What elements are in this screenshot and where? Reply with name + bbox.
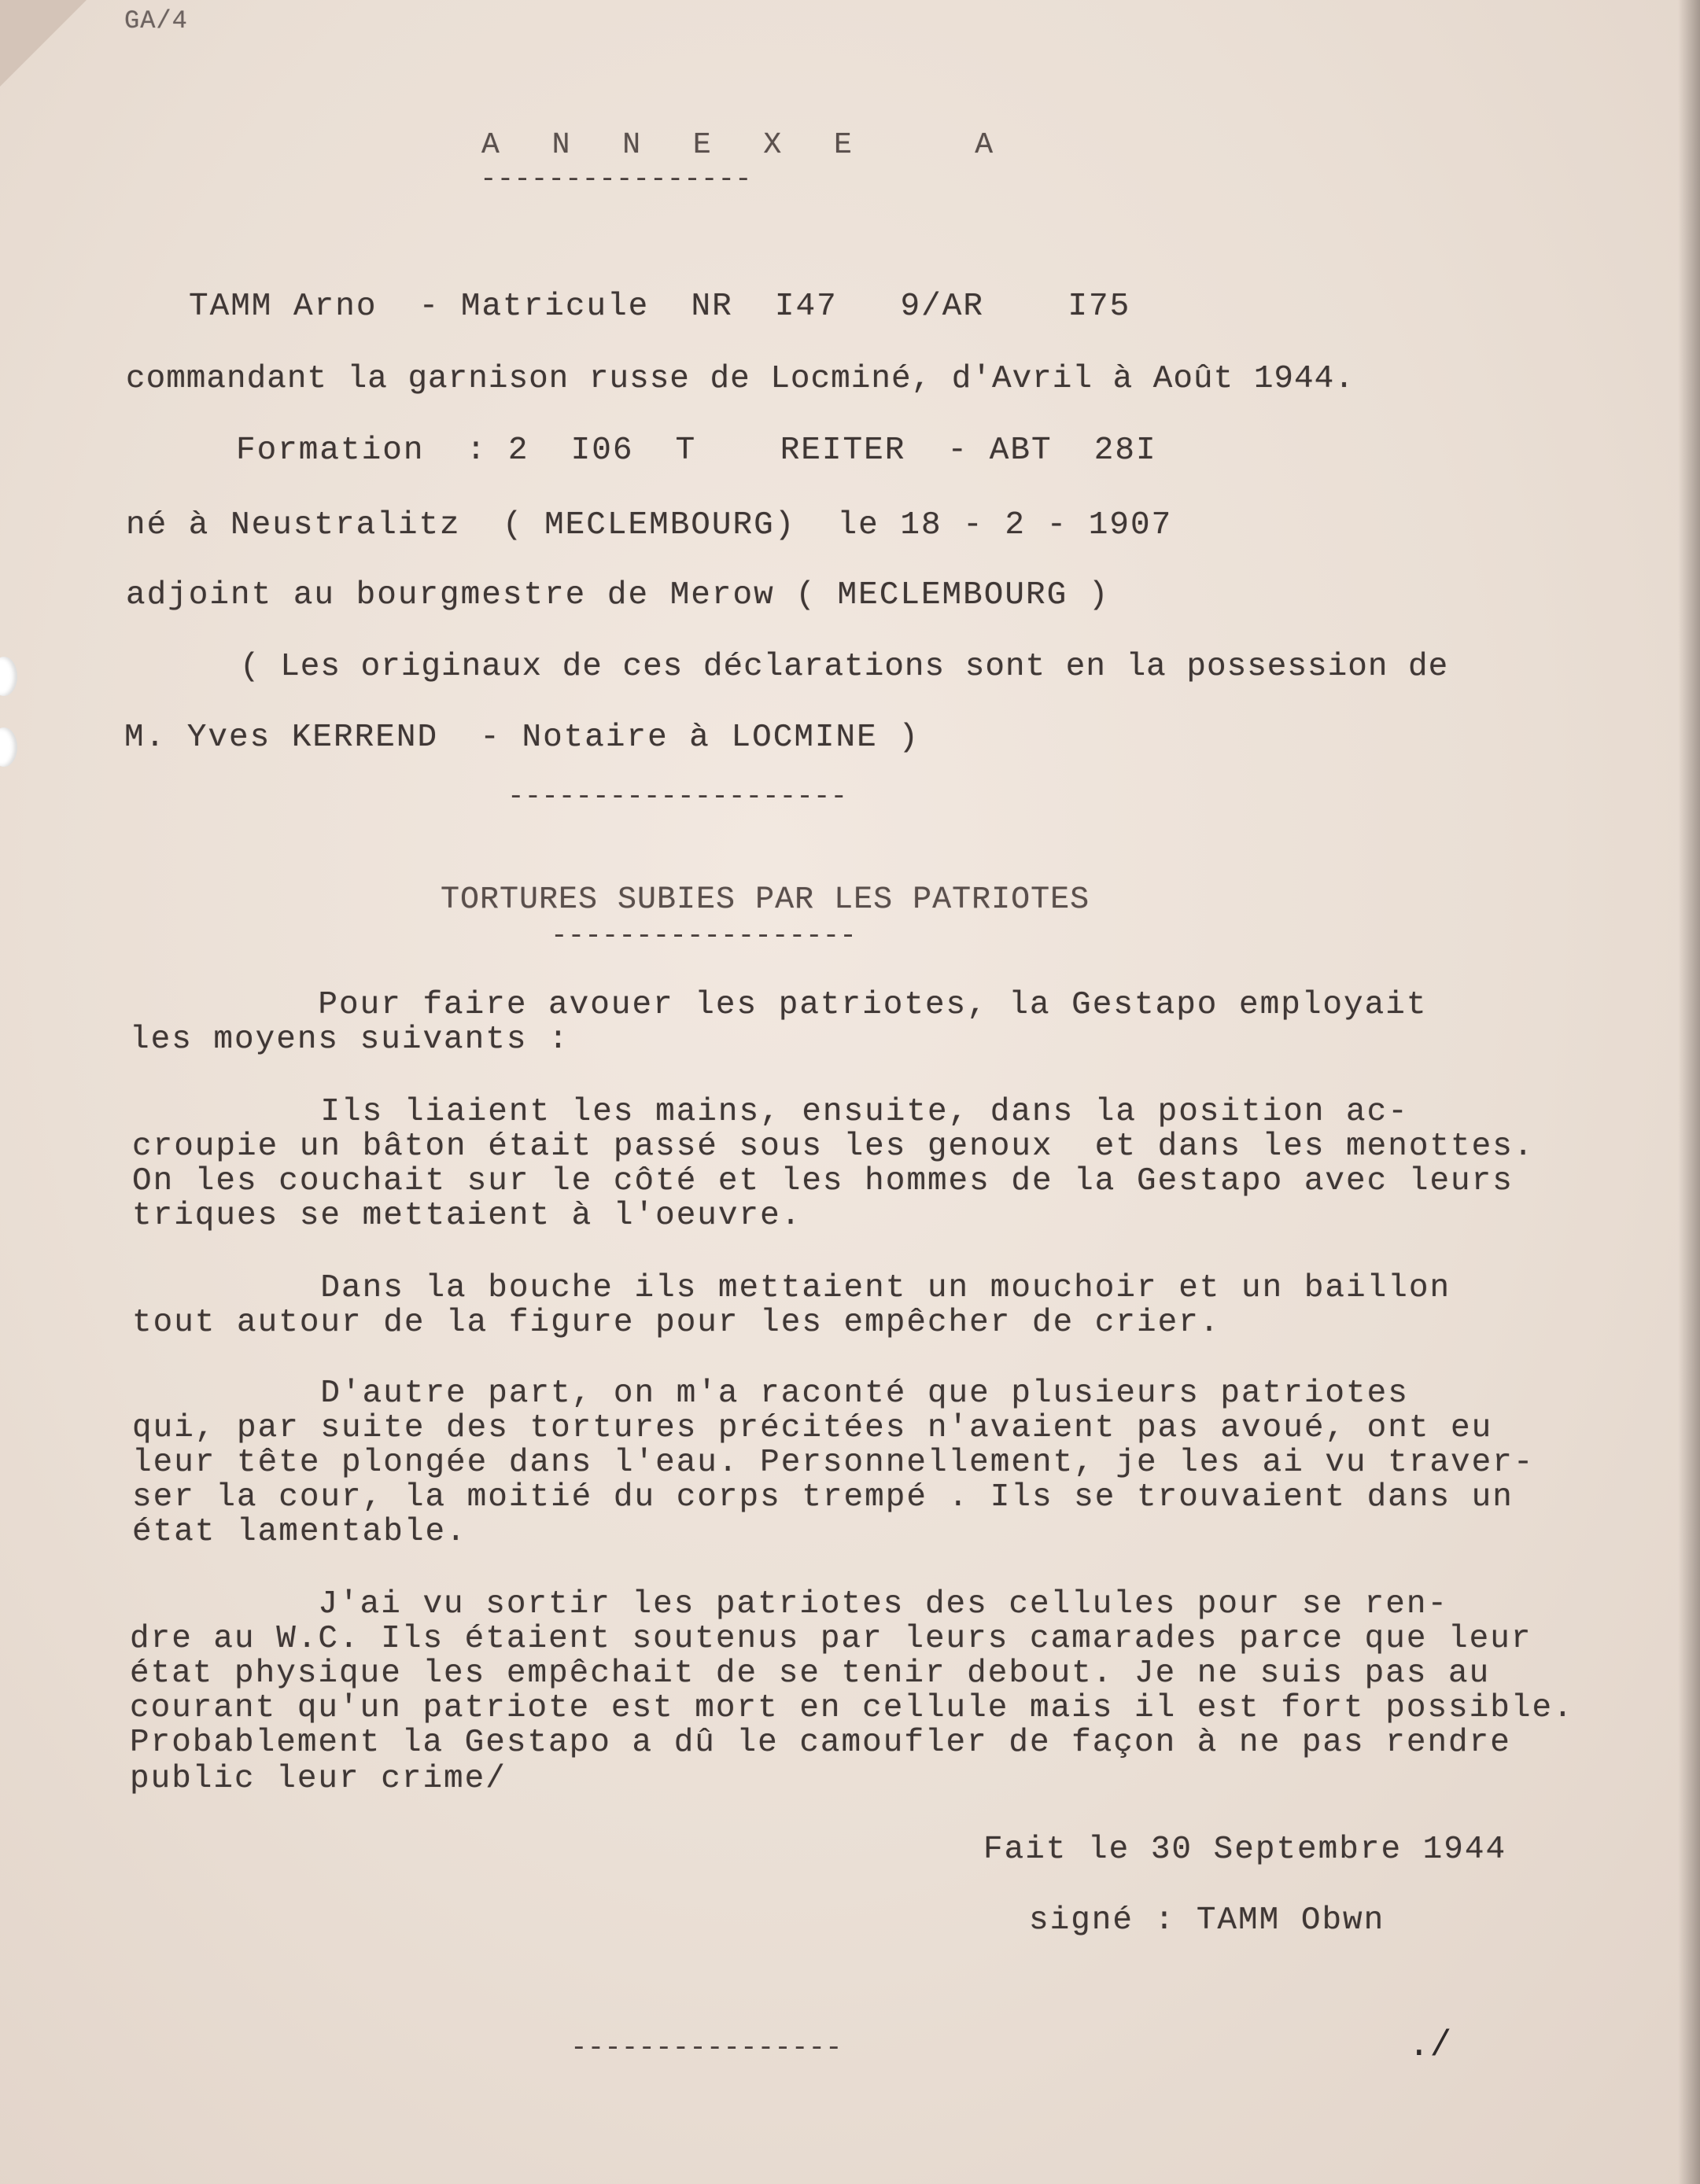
body-line: état lamentable.: [132, 1514, 467, 1550]
body-line: dre au W.C. Ils étaient soutenus par leurs camarades parce que leur: [130, 1621, 1532, 1657]
body-line: Probablement la Gestapo a dû le camoufler de façon à ne pas rendre: [130, 1725, 1511, 1761]
punch-hole: [0, 657, 17, 696]
identity-name-line: TAMM Arno - Matricule NR I47 9/AR I75: [189, 289, 1131, 325]
folded-corner: [0, 0, 87, 87]
identity-originals-line: ( Les originaux de ces déclarations sont en la possession de: [240, 649, 1449, 685]
section-title-underline: ------------------: [551, 922, 857, 950]
body-line: Dans la bouche ils mettaient un mouchoir et un baillon: [132, 1270, 1451, 1306]
annex-title: A N N E X E A: [481, 128, 1011, 162]
document-reference: GA/4: [124, 6, 188, 35]
punch-hole: [0, 727, 17, 767]
body-line: état physique les empêchait de se tenir debout. Je ne suis pas au: [130, 1655, 1491, 1692]
body-line: Pour faire avouer les patriotes, la Gestapo employait: [130, 987, 1428, 1023]
body-line: leur tête plongée dans l'eau. Personnellement, je les ai vu traver-: [132, 1445, 1535, 1481]
body-line: croupie un bâton était passé sous les genoux et dans les menottes.: [132, 1129, 1535, 1165]
body-line: les moyens suivants :: [130, 1022, 570, 1058]
closing-rule: ----------------: [570, 2034, 843, 2062]
page-edge-shadow: [1678, 0, 1700, 2184]
identity-notary-line: M. Yves KERREND - Notaire à LOCMINE ): [124, 720, 920, 756]
body-line: courant qu'un patriote est mort en cellule mais il est fort possible.: [130, 1690, 1574, 1726]
body-line: On les couchait sur le côté et les hommes de la Gestapo avec leurs: [132, 1163, 1514, 1199]
body-line: ser la cour, la moitié du corps trempé . Ils se trouvaient dans un: [132, 1479, 1514, 1516]
identity-role-line: adjoint au bourgmestre de Merow ( MECLEMBOURG ): [126, 577, 1110, 613]
identity-formation-line: Formation : 2 I06 T REITER - ABT 28I: [236, 433, 1157, 469]
end-mark: ./: [1408, 2025, 1452, 2066]
identity-birth-line: né à Neustralitz ( MECLEMBOURG) le 18 - 2 - 1907: [126, 507, 1173, 543]
body-line: public leur crime/: [130, 1761, 507, 1797]
signature-line: signé : TAMM Obwn: [1029, 1902, 1385, 1939]
body-line: triques se mettaient à l'oeuvre.: [132, 1198, 802, 1234]
body-line: Ils liaient les mains, ensuite, dans la position ac-: [132, 1094, 1409, 1130]
date-line: Fait le 30 Septembre 1944: [983, 1832, 1507, 1868]
body-line: qui, par suite des tortures précitées n'avaient pas avoué, ont eu: [132, 1410, 1493, 1446]
body-line: D'autre part, on m'a raconté que plusieurs patriotes: [132, 1376, 1409, 1412]
body-line: J'ai vu sortir les patriotes des cellules pour se ren-: [130, 1586, 1449, 1622]
body-line: tout autour de la figure pour les empêcher de crier.: [132, 1305, 1221, 1341]
identity-separator: --------------------: [507, 783, 848, 811]
identity-command-line: commandant la garnison russe de Locminé, d'Avril à Août 1944.: [126, 361, 1355, 397]
annex-title-underline: ----------------: [480, 165, 752, 193]
section-title: TORTURES SUBIES PAR LES PATRIOTES: [441, 882, 1090, 918]
